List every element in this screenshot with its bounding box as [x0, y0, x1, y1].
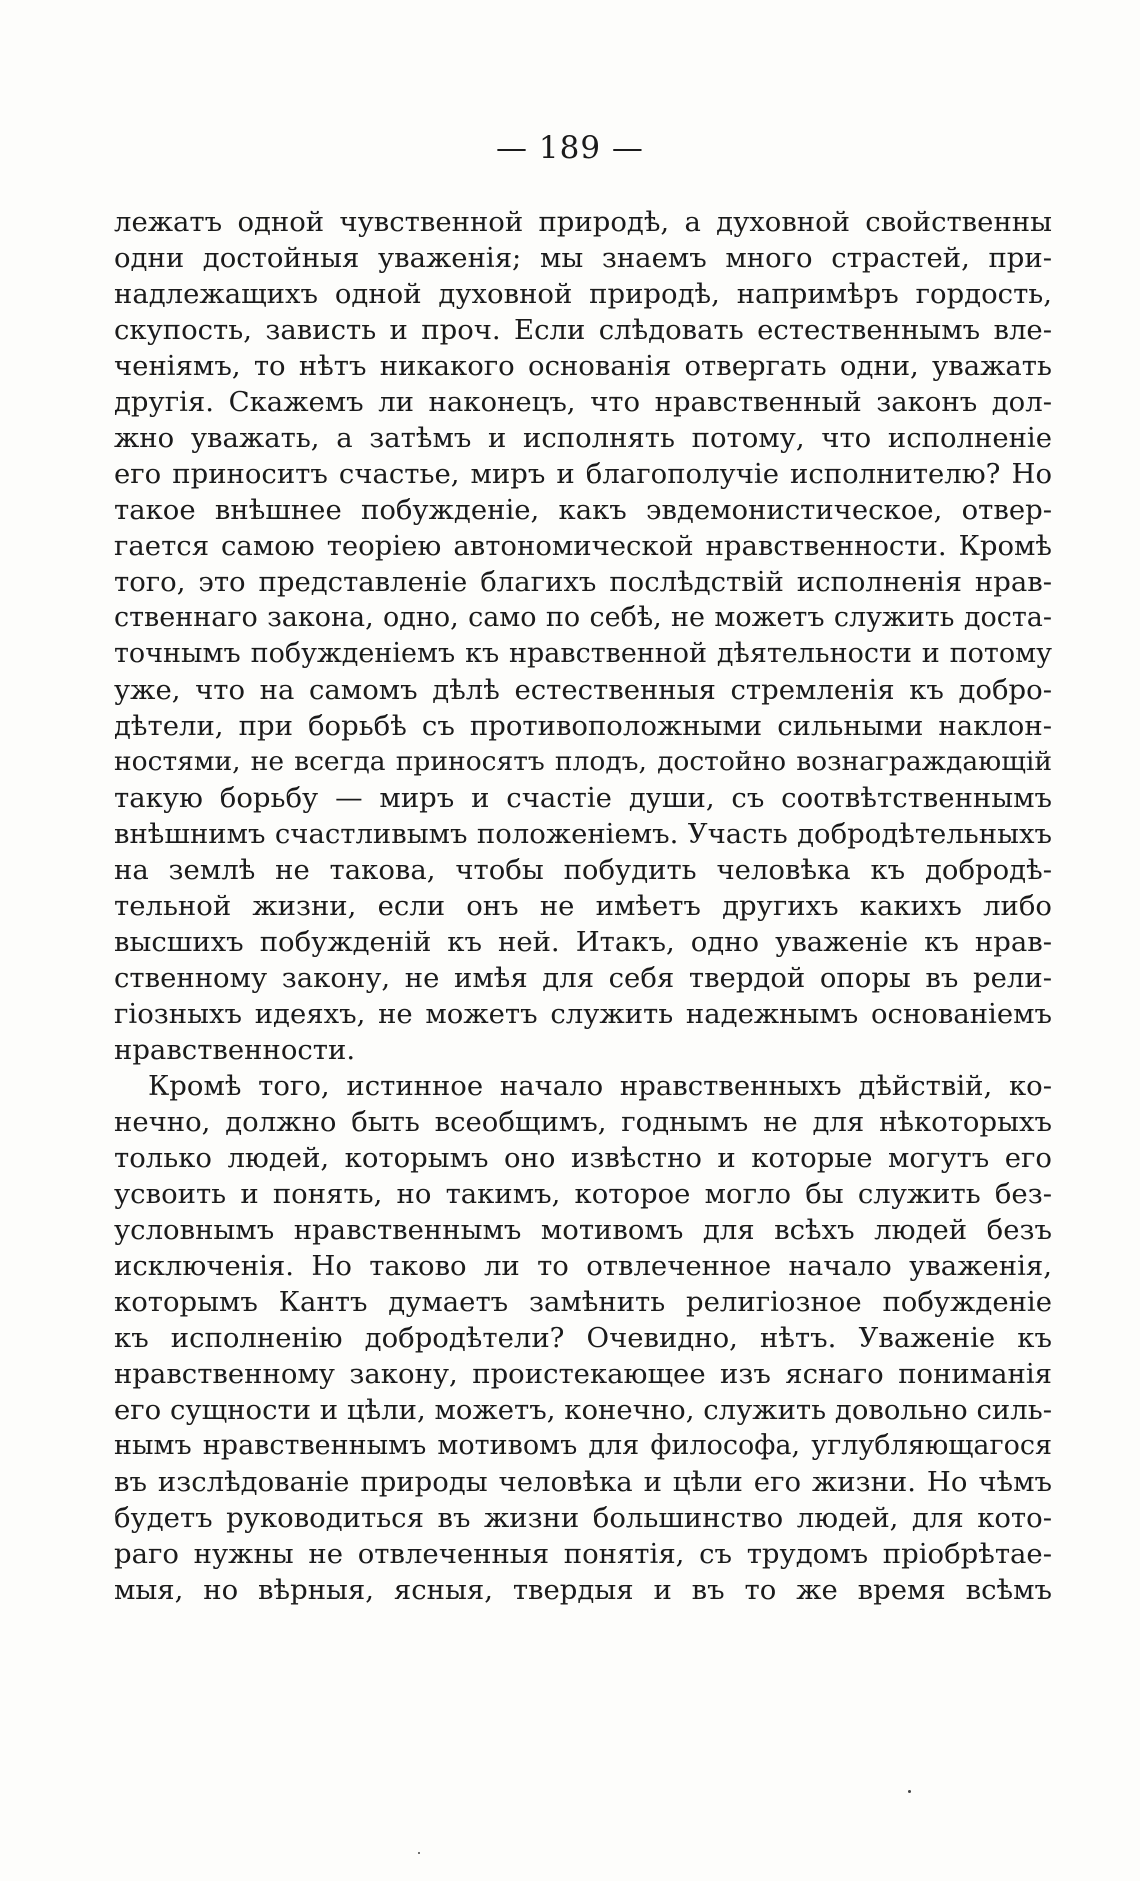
- text-line: жно уважать, а затѣмъ и исполнять потому, что исполненіе: [114, 422, 1052, 454]
- text-line: будетъ руководиться въ жизни большинство людей, для кото-: [114, 1502, 1052, 1534]
- text-line: уже, что на самомъ дѣлѣ естественныя стремленія къ добро-: [114, 674, 1052, 706]
- text-line: нечно, должно быть всеобщимъ, годнымъ не для нѣкоторыхъ: [114, 1106, 1052, 1138]
- text-line: скупость, зависть и проч. Если слѣдовать естественнымъ вле-: [114, 314, 1052, 346]
- text-line: условнымъ нравственнымъ мотивомъ для всѣхъ людей безъ: [114, 1214, 1052, 1246]
- text-line: которымъ Кантъ думаетъ замѣнить религіозное побужденіе: [114, 1286, 1052, 1318]
- text-line: его сущности и цѣли, можетъ, конечно, служить довольно силь-: [114, 1394, 1052, 1426]
- text-line: нымъ нравственнымъ мотивомъ для философа, углубляющагося: [114, 1430, 1052, 1461]
- text-line: раго нужны не отвлеченныя понятія, съ трудомъ пріобрѣтае-: [114, 1538, 1052, 1570]
- text-line: ностями, не всегда приносятъ плодъ, достойно вознаграждающій: [114, 746, 1052, 777]
- text-line: такую борьбу — миръ и счастіе души, съ соотвѣтственнымъ: [114, 782, 1052, 814]
- text-line: надлежащихъ одной духовной природѣ, напримѣръ гордость,: [114, 278, 1052, 310]
- text-line: другія. Скажемъ ли наконецъ, что нравственный законъ дол-: [114, 386, 1052, 418]
- text-line: нравственности.: [114, 1034, 356, 1066]
- text-line: внѣшнимъ счастливымъ положеніемъ. Участь добродѣтельныхъ: [114, 818, 1052, 850]
- text-line: гіозныхъ идеяхъ, не можетъ служить надежнымъ основаніемъ: [114, 998, 1052, 1030]
- text-line: только людей, которымъ оно извѣстно и которые могутъ его: [114, 1142, 1052, 1174]
- text-line: его приноситъ счастье, миръ и благополучіе исполнителю? Но: [114, 458, 1052, 490]
- text-line: тельной жизни, если онъ не имѣетъ другихъ какихъ либо: [114, 890, 1052, 922]
- paragraph-1: [114, 204, 1052, 1068]
- text-line: гается самою теоріею автономической нравственности. Кромѣ: [114, 530, 1052, 562]
- text-line: ственнаго закона, одно, само по себѣ, не можетъ служить доста-: [114, 602, 1052, 633]
- print-speck: [908, 1790, 911, 1793]
- text-line: нравственному закону, проистекающее изъ яснаго пониманія: [114, 1358, 1052, 1390]
- text-line: дѣтели, при борьбѣ съ противоположными сильными наклон-: [114, 710, 1052, 742]
- text-line: Кромѣ того, истинное начало нравственныхъ дѣйствій, ко-: [148, 1070, 1052, 1102]
- text-line: того, это представленіе благихъ послѣдствій исполненія нрав-: [114, 566, 1052, 598]
- text-line: исключенія. Но таково ли то отвлеченное начало уваженія,: [114, 1250, 1052, 1282]
- text-line: усвоить и понять, но такимъ, которое могло бы служить без-: [114, 1178, 1052, 1210]
- text-line: одни достойныя уваженія; мы знаемъ много страстей, при-: [114, 242, 1052, 274]
- text-line: ственному закону, не имѣя для себя твердой опоры въ рели-: [114, 962, 1052, 994]
- text-line: точнымъ побужденіемъ къ нравственной дѣятельности и потому: [114, 638, 1052, 669]
- text-line: лежатъ одной чувственной природѣ, а духовной свойственны: [114, 206, 1052, 238]
- text-line: мыя, но вѣрныя, ясныя, твердыя и въ то же время всѣмъ: [114, 1574, 1052, 1606]
- text-line: такое внѣшнее побужденіе, какъ эвдемонистическое, отвер-: [114, 494, 1052, 526]
- text-line: въ изслѣдованіе природы человѣка и цѣли его жизни. Но чѣмъ: [114, 1466, 1052, 1498]
- text-line: на землѣ не такова, чтобы побудить человѣка къ добродѣ-: [114, 854, 1052, 886]
- paragraph-2: [114, 1068, 1052, 1608]
- page-number: — 189 —: [496, 130, 644, 166]
- text-line: ченіямъ, то нѣтъ никакого основанія отвергать одни, уважать: [114, 350, 1052, 382]
- text-line: къ исполненію добродѣтели? Очевидно, нѣтъ. Уваженіе къ: [114, 1322, 1052, 1354]
- text-line: высшихъ побужденій къ ней. Итакъ, одно уваженіе къ нрав-: [114, 926, 1052, 958]
- print-speck: [418, 1852, 420, 1854]
- body-text: [114, 204, 1052, 1608]
